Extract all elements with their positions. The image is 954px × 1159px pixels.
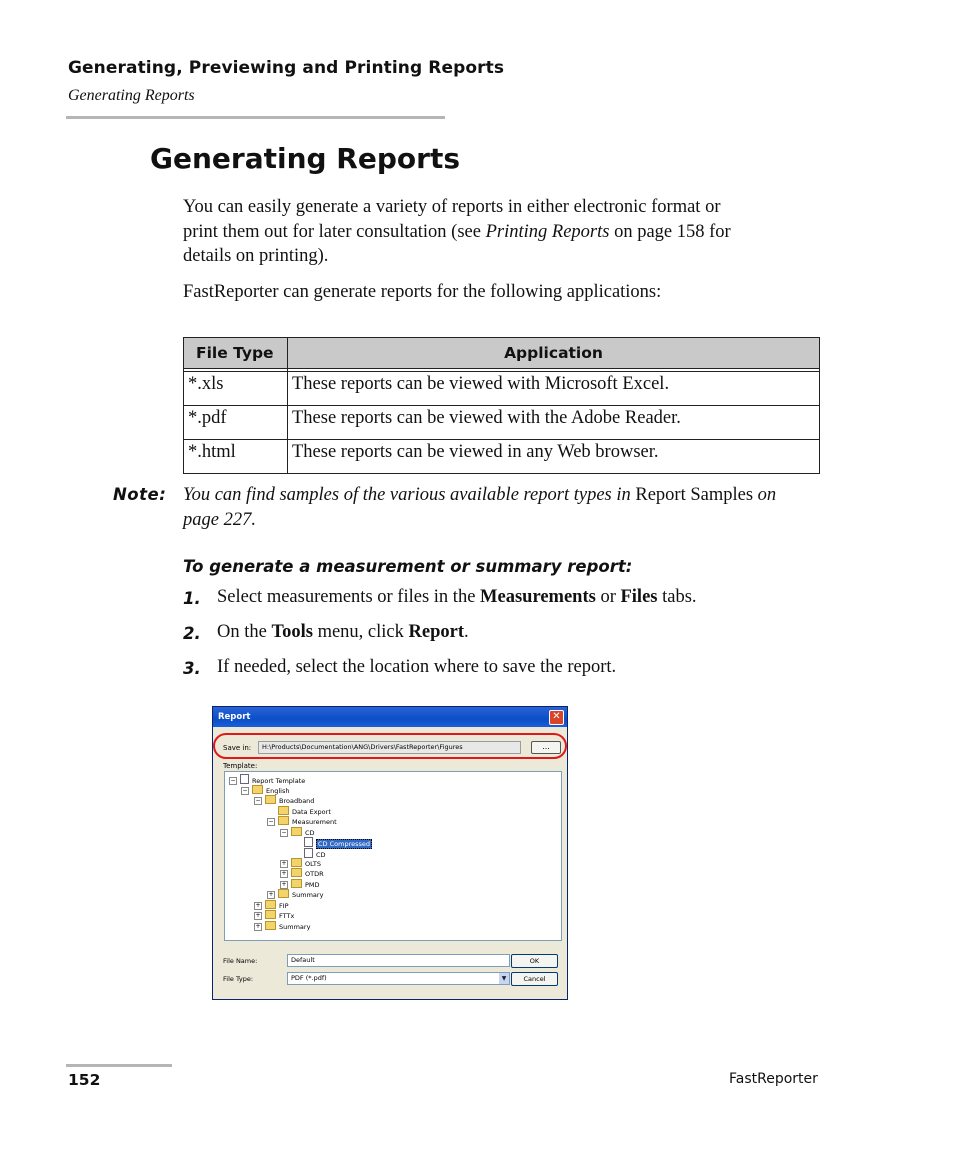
step-text-part: tabs. [657,587,697,607]
file-type-cell: *.pdf [184,406,288,440]
ok-button[interactable]: OK [511,954,558,968]
folder-icon [265,900,276,909]
tree-node-summary-broadband[interactable]: + Summary [268,891,324,899]
tree-label: CD [316,851,326,859]
folder-icon [278,806,289,815]
save-in-field[interactable]: H:\Products\Documentation\ANG\Drivers\FastReporter\Figures [258,741,521,754]
dialog-title: Report [218,712,251,722]
column-header-application: Application [288,338,820,369]
tree-label: Summary [292,891,324,899]
intro-line-2 [183,220,823,245]
file-type-table [183,337,820,474]
application-cell: These reports can be viewed with Microsoft Excel. [288,372,820,406]
intro-paragraph [183,195,823,269]
intro-line-1: You can easily generate a variety of reports in either electronic format or [183,197,721,217]
step-number: 3. [183,659,201,678]
tree-label: FIP [279,902,289,910]
save-in-label: Save in: [223,744,252,752]
note-label: Note: [113,485,167,504]
step-bold-term: Report [408,622,464,642]
printing-reports-link[interactable]: Printing Reports [485,221,610,242]
file-type-label: File Type: [223,975,254,983]
file-name-input[interactable]: Default [287,954,510,967]
folder-icon [278,889,289,898]
step-number: 1. [183,589,201,608]
section-heading: Generating Reports [150,142,460,175]
running-header-title: Generating, Previewing and Printing Reports [68,58,505,78]
folder-icon [265,795,276,804]
folder-icon [291,858,302,867]
step-bold-term: Tools [271,622,313,642]
application-cell: These reports can be viewed with the Adobe Reader. [288,406,820,440]
tree-node-cd[interactable]: − CD [281,829,315,837]
report-samples-link[interactable]: Report Samples [635,485,754,505]
step-bold-term: Files [620,587,658,607]
column-header-file-type: File Type [184,338,288,369]
tree-node-cd-compressed[interactable] [304,837,372,847]
step-text-part: . [464,622,469,642]
close-icon[interactable]: ✕ [549,710,564,725]
browse-button[interactable]: ... [531,741,561,754]
folder-icon [291,827,302,836]
tree-node-data-export[interactable] [267,806,331,816]
folder-icon [291,879,302,888]
running-header-subtitle: Generating Reports [68,87,195,104]
tree-node-root[interactable]: − Report Template [229,774,305,784]
step-text [217,622,469,643]
table-row [184,406,820,440]
tree-label: OTDR [305,870,324,878]
tree-label-selected: CD Compressed [318,840,371,848]
file-type-cell: *.xls [184,372,288,406]
footer-product-name: FastReporter [729,1071,818,1087]
tree-label: Report Template [252,777,306,785]
step-text [217,587,697,608]
template-icon [240,774,249,784]
tree-label: PMD [305,881,320,889]
step-text-part: On the [217,622,272,642]
folder-icon [265,910,276,919]
chevron-down-icon[interactable]: ▼ [499,973,509,984]
step-text-part: Select measurements or files in the [217,587,481,607]
note-text-post: on page 227. [183,485,777,530]
intro-text-post: on page 158 for [609,221,731,242]
tree-label: FTTx [279,912,295,920]
folder-icon [278,816,289,825]
footer-rule [66,1064,172,1067]
tree-label: Measurement [292,818,337,826]
tree-label: Summary [279,923,311,931]
step-text-part: menu, click [312,622,409,642]
tree-label: English [266,787,290,795]
file-name-label: File Name: [223,957,258,965]
tree-node-broadband[interactable]: − Broadband [255,797,315,805]
document-icon [304,848,313,858]
template-label: Template: [223,762,258,770]
tree-node-fip[interactable]: + FIP [255,902,289,910]
tree-node-otdr[interactable]: + OTDR [281,870,324,878]
document-icon [304,837,313,847]
step-text-part: or [595,587,621,607]
page-number: 152 [68,1071,101,1089]
tree-label: Data Export [292,808,331,816]
intro-line-3: details on printing). [183,246,329,266]
tree-label: CD [305,829,315,837]
header-rule [66,116,445,119]
tree-label: Broadband [279,797,315,805]
dialog-title-bar [213,707,567,727]
tree-node-summary[interactable]: + Summary [255,923,311,931]
apps-sentence: FastReporter can generate reports for the following applications: [183,282,662,302]
file-type-select[interactable] [287,972,510,985]
step-text: If needed, select the location where to save the report. [217,657,617,677]
template-tree[interactable] [224,771,562,941]
tree-node-pmd[interactable]: + PMD [281,881,320,889]
procedure-title: To generate a measurement or summary report: [183,557,633,576]
tree-node-olts[interactable]: + OLTS [281,860,321,868]
report-dialog [212,706,568,1000]
note-text-pre: You can find samples of the various available report types in [183,485,636,505]
intro-text: print them out for later consultation (see [183,221,486,242]
table-row [184,372,820,406]
folder-icon [291,868,302,877]
file-type-cell: *.html [184,440,288,474]
cancel-button[interactable]: Cancel [511,972,558,986]
application-cell: These reports can be viewed in any Web browser. [288,440,820,474]
step-bold-term: Measurements [480,587,596,607]
tree-node-measurement[interactable]: − Measurement [268,818,337,826]
tree-node-fttx[interactable]: + FTTx [255,912,295,920]
step-number: 2. [183,624,201,643]
tree-node-english[interactable]: − English [242,787,290,795]
folder-icon [252,785,263,794]
table-row [184,440,820,474]
tree-node-cd-leaf[interactable] [304,848,326,858]
folder-icon [265,921,276,930]
file-type-value: PDF (*.pdf) [291,974,327,982]
note-text [183,483,803,533]
tree-label: OLTS [305,860,321,868]
